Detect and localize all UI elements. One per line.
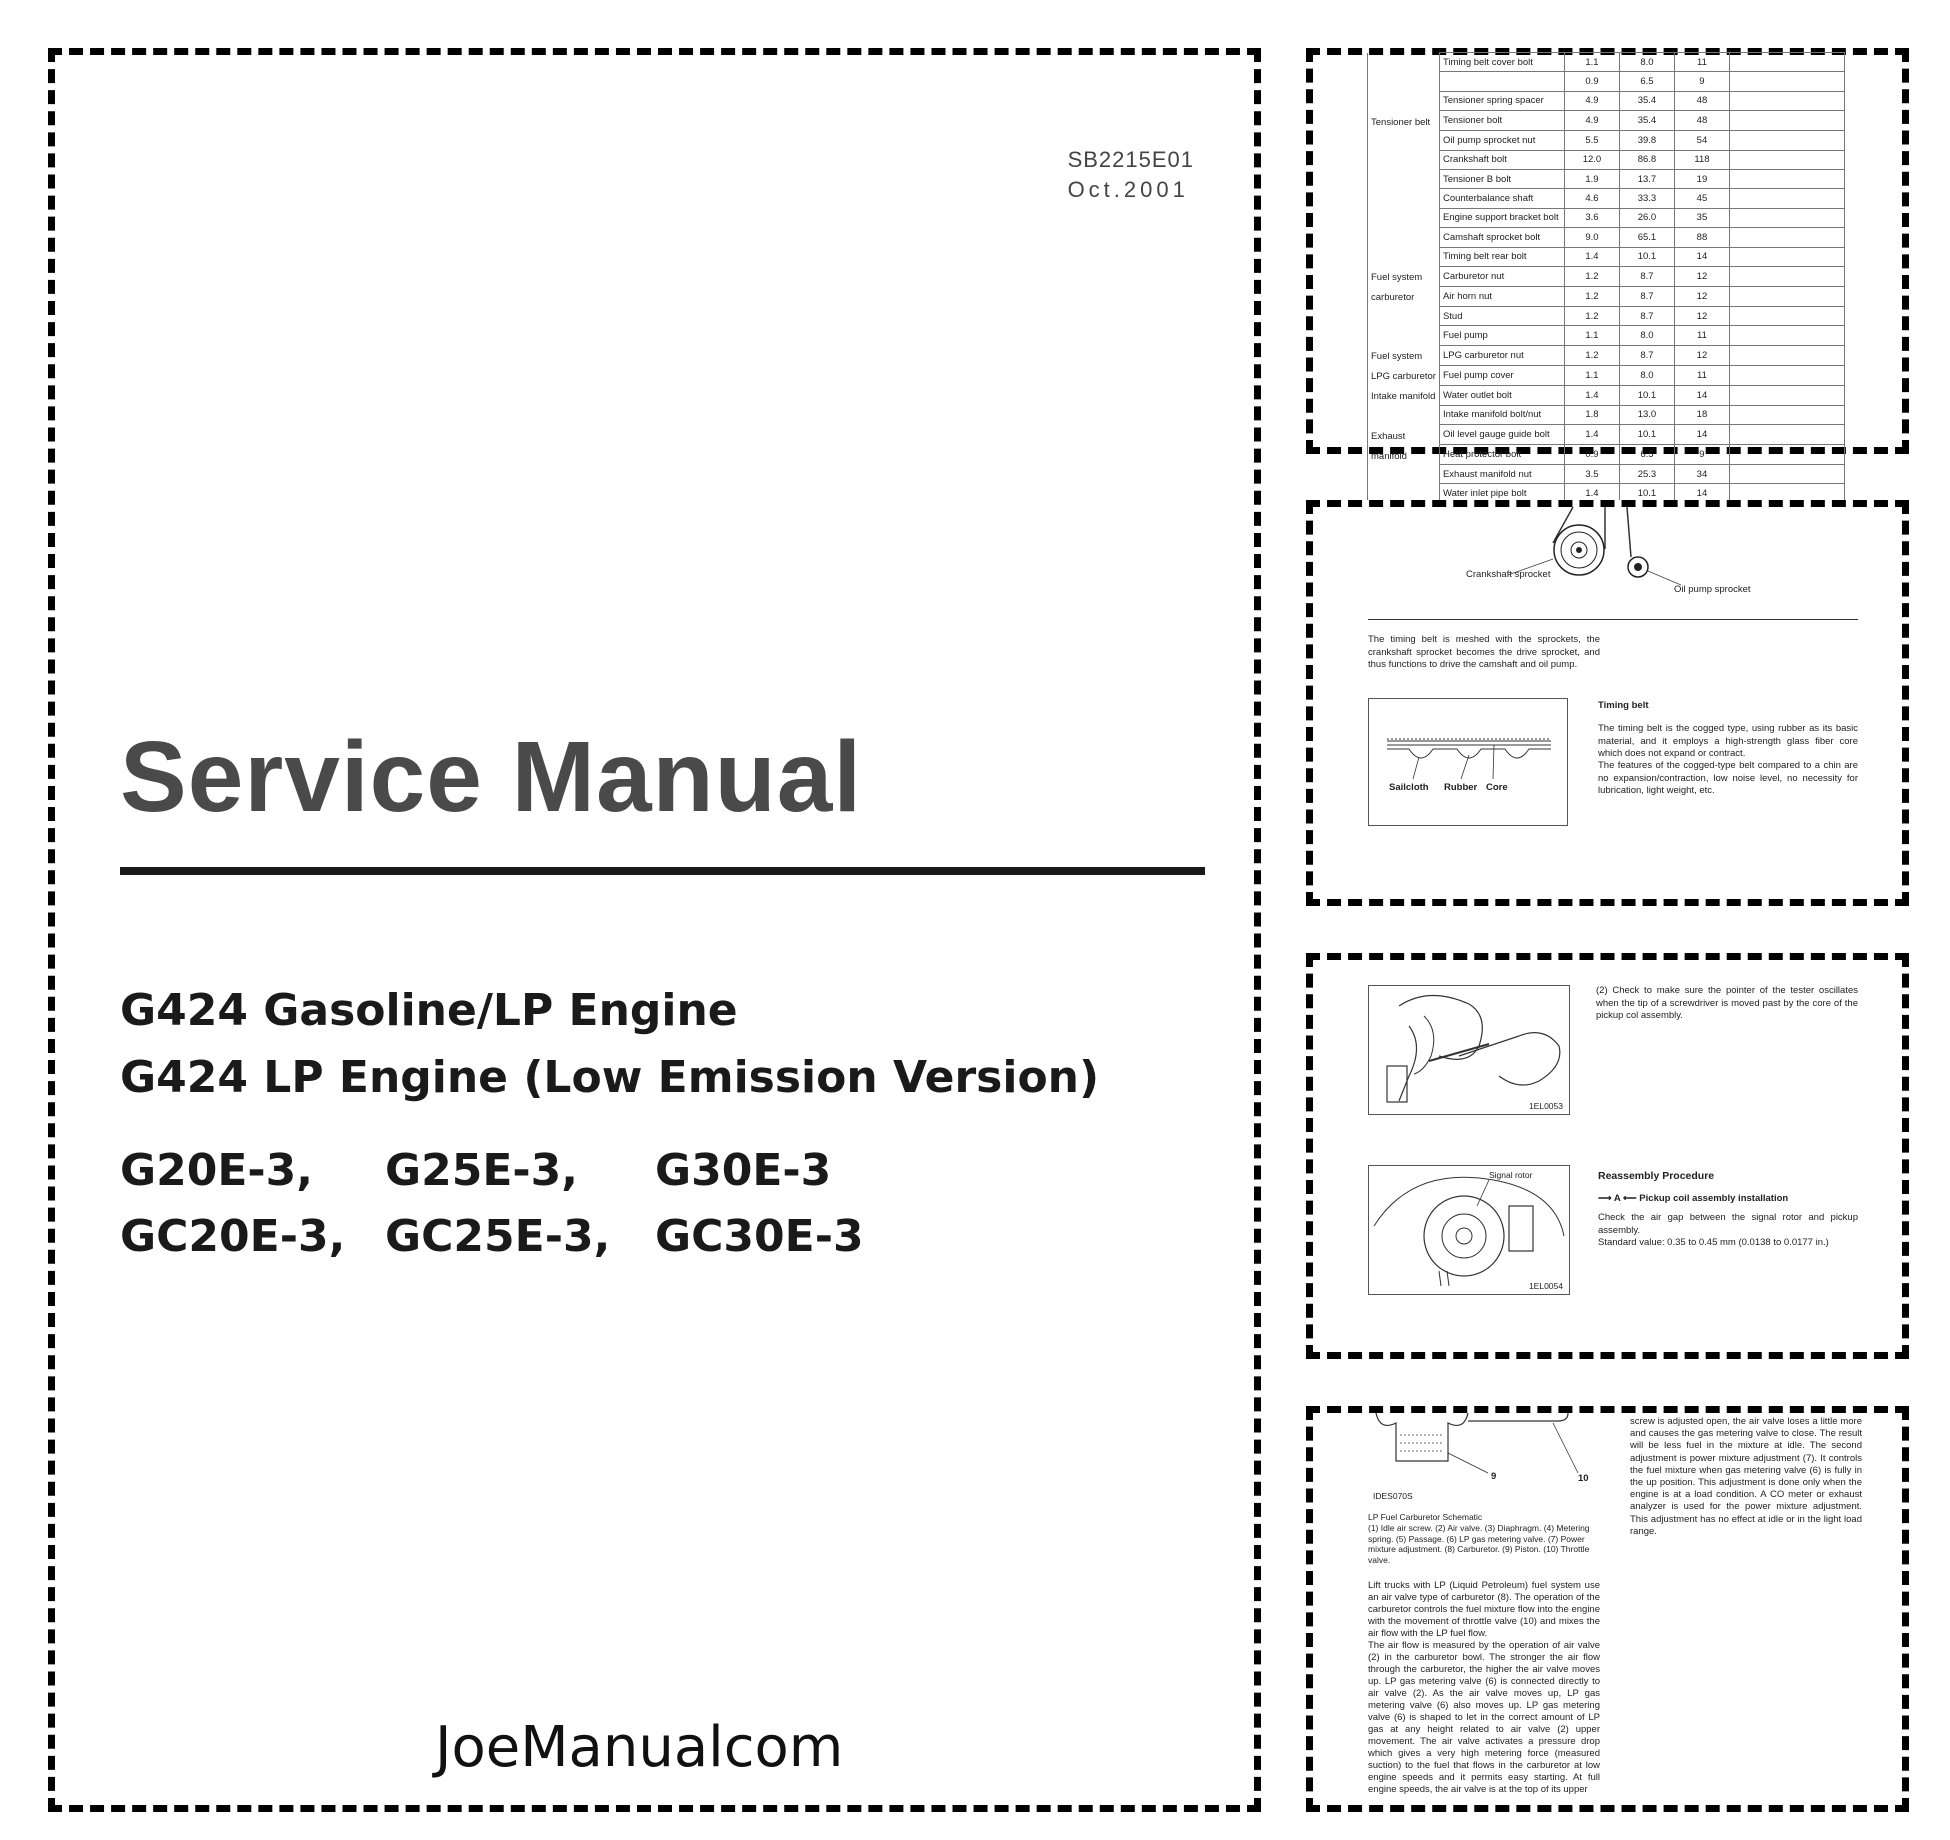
model-list [120, 1145, 864, 1277]
row-value-1: 9.0 [1564, 228, 1619, 247]
row-category [1368, 208, 1440, 227]
model-name: G30E-3 [655, 1145, 832, 1196]
row-item: Tensioner spring spacer [1439, 91, 1564, 110]
table-row [1368, 266, 1845, 286]
row-blank [1729, 131, 1844, 150]
figure-code: 1EL0054 [1528, 1280, 1563, 1291]
title-divider [120, 867, 1205, 875]
table-row [1368, 72, 1845, 91]
row-value-2: 8.7 [1619, 306, 1674, 325]
row-value-1: 1.4 [1564, 247, 1619, 266]
row-category: Exhaust [1368, 425, 1440, 445]
row-value-1: 1.1 [1564, 326, 1619, 345]
row-value-3: 12 [1674, 306, 1729, 325]
row-value-1: 5.5 [1564, 131, 1619, 150]
row-value-2: 10.1 [1619, 385, 1674, 405]
row-category [1368, 306, 1440, 325]
oil-pump-sprocket-label: Oil pump sprocket [1674, 584, 1751, 595]
row-value-3: 12 [1674, 266, 1729, 286]
row-blank [1729, 365, 1844, 385]
callout-9: 9 [1491, 1471, 1497, 1482]
row-value-3: 14 [1674, 385, 1729, 405]
row-value-3: 35 [1674, 208, 1729, 227]
row-value-1: 1.4 [1564, 385, 1619, 405]
table-row [1368, 465, 1845, 484]
row-blank [1729, 465, 1844, 484]
row-value-2: 86.8 [1619, 150, 1674, 169]
row-value-1: 1.4 [1564, 484, 1619, 503]
manual-title: Service Manual [120, 721, 863, 833]
crank-sprocket-label: Crankshaft sprocket [1466, 569, 1551, 580]
row-value-1: 12.0 [1564, 150, 1619, 169]
belt-cross-section [1369, 699, 1567, 825]
row-value-2: 8.7 [1619, 266, 1674, 286]
row-category [1368, 131, 1440, 150]
table-row [1368, 208, 1845, 227]
row-blank [1729, 266, 1844, 286]
row-value-1: 1.4 [1564, 425, 1619, 445]
row-value-3: 12 [1674, 345, 1729, 365]
row-item: Water outlet bolt [1439, 385, 1564, 405]
row-item: Tensioner bolt [1439, 111, 1564, 131]
row-value-2: 8.7 [1619, 286, 1674, 306]
row-category [1368, 326, 1440, 345]
document-code [1068, 145, 1194, 205]
row-value-3: 11 [1674, 365, 1729, 385]
table-row [1368, 91, 1845, 110]
row-value-3: 48 [1674, 91, 1729, 110]
cover-page [48, 48, 1261, 1812]
schematic-caption: (1) Idle air screw. (2) Air valve. (3) Diaphragm. (4) Metering spring. (5) Passage. (6) LP gas metering valve. (7) Power mixture adjustment. (8) Carburetor. (9) Piston. (10) Throttle valve. [1368, 1523, 1590, 1565]
model-name: G20E-3, [120, 1145, 313, 1196]
reassembly-heading: Reassembly Procedure [1598, 1170, 1715, 1182]
tester-illustration [1369, 986, 1569, 1114]
watermark: JoeManualcom [435, 1715, 844, 1780]
row-blank [1729, 385, 1844, 405]
rotor-figure [1368, 1165, 1570, 1295]
row-category [1368, 405, 1440, 424]
row-item: Timing belt cover bolt [1439, 53, 1564, 72]
row-category [1368, 72, 1440, 91]
torque-table-preview [1306, 48, 1909, 500]
row-value-2: 65.1 [1619, 228, 1674, 247]
row-value-1: 1.1 [1564, 365, 1619, 385]
table-row [1368, 189, 1845, 208]
model-name: GC25E-3, [385, 1211, 611, 1262]
row-value-1: 1.2 [1564, 286, 1619, 306]
row-blank [1729, 189, 1844, 208]
row-category [1368, 150, 1440, 169]
table-row [1368, 131, 1845, 150]
table-row [1368, 111, 1845, 131]
row-value-1: 4.6 [1564, 189, 1619, 208]
row-value-2: 8.0 [1619, 365, 1674, 385]
timing-belt-desc-2: The features of the cogged-type belt compared to a chin are no expansion/contraction, low noise level, no necessity for lubrication, light weight, etc. [1598, 760, 1858, 796]
row-category: LPG carburetor [1368, 365, 1440, 385]
row-value-3: 9 [1674, 72, 1729, 91]
carburetor-schematic [1368, 1413, 1603, 1493]
signal-rotor-label: Signal rotor [1489, 1170, 1533, 1180]
row-value-2: 25.3 [1619, 465, 1674, 484]
row-blank [1729, 345, 1844, 365]
row-blank [1729, 53, 1844, 72]
row-value-1: 3.5 [1564, 465, 1619, 484]
row-value-2: 6.5 [1619, 72, 1674, 91]
row-value-3: 9 [1674, 445, 1729, 465]
table-row [1368, 385, 1845, 405]
row-item: Air horn nut [1439, 286, 1564, 306]
torque-table [1367, 52, 1845, 504]
row-blank [1729, 72, 1844, 91]
row-value-3: 88 [1674, 228, 1729, 247]
row-item: Oil pump sprocket nut [1439, 131, 1564, 150]
row-item: Exhaust manifold nut [1439, 465, 1564, 484]
row-category [1368, 228, 1440, 247]
engine-line-2: G424 LP Engine (Low Emission Version) [120, 1052, 1100, 1103]
row-value-2: 26.0 [1619, 208, 1674, 227]
table-row [1368, 445, 1845, 465]
table-row [1368, 425, 1845, 445]
table-row [1368, 228, 1845, 247]
row-blank [1729, 247, 1844, 266]
row-item: Timing belt rear bolt [1439, 247, 1564, 266]
figure-code: 1EL0053 [1528, 1100, 1563, 1111]
schematic-caption-title: LP Fuel Carburetor Schematic [1368, 1512, 1483, 1522]
timing-belt-preview [1306, 500, 1909, 906]
row-category [1368, 91, 1440, 110]
row-value-3: 45 [1674, 189, 1729, 208]
row-item [1439, 72, 1564, 91]
table-row [1368, 286, 1845, 306]
row-blank [1729, 208, 1844, 227]
row-value-1: 1.8 [1564, 405, 1619, 424]
model-name: G25E-3, [385, 1145, 578, 1196]
row-value-1: 0.9 [1564, 72, 1619, 91]
row-value-1: 1.2 [1564, 266, 1619, 286]
tester-figure [1368, 985, 1570, 1115]
row-category: Fuel system [1368, 266, 1440, 286]
row-blank [1729, 228, 1844, 247]
row-category [1368, 169, 1440, 188]
row-value-2: 8.0 [1619, 53, 1674, 72]
model-row [120, 1145, 864, 1211]
row-item: Crankshaft bolt [1439, 150, 1564, 169]
doc-date: Oct.2001 [1067, 177, 1189, 202]
row-value-3: 19 [1674, 169, 1729, 188]
row-item: Carburetor nut [1439, 266, 1564, 286]
row-value-1: 3.6 [1564, 208, 1619, 227]
row-value-3: 118 [1674, 150, 1729, 169]
row-blank [1729, 306, 1844, 325]
row-value-2: 10.1 [1619, 484, 1674, 503]
table-row [1368, 150, 1845, 169]
row-value-1: 1.9 [1564, 169, 1619, 188]
row-value-3: 18 [1674, 405, 1729, 424]
row-category: manifold [1368, 445, 1440, 465]
row-value-2: 13.0 [1619, 405, 1674, 424]
row-blank [1729, 445, 1844, 465]
row-category [1368, 465, 1440, 484]
check-step-2: (2) Check to make sure the pointer of the tester oscillates when the tip of a screwdriver is moved past by the core of the pickup col assembly. [1596, 985, 1858, 1021]
belt-label-core: Core [1486, 782, 1508, 793]
row-blank [1729, 111, 1844, 131]
row-value-2: 6.5 [1619, 445, 1674, 465]
model-name: GC30E-3 [655, 1211, 864, 1262]
row-value-3: 11 [1674, 53, 1729, 72]
table-row [1368, 326, 1845, 345]
pickup-install-subheading: ⟶ A ⟵ Pickup coil assembly installation [1598, 1193, 1789, 1204]
row-value-2: 8.7 [1619, 345, 1674, 365]
doc-code: SB2215E01 [1067, 147, 1194, 172]
row-value-2: 13.7 [1619, 169, 1674, 188]
row-category: Fuel system [1368, 345, 1440, 365]
row-value-2: 10.1 [1619, 247, 1674, 266]
row-value-2: 39.8 [1619, 131, 1674, 150]
row-item: Water inlet pipe bolt [1439, 484, 1564, 503]
rotor-illustration [1369, 1166, 1569, 1294]
row-category: carburetor [1368, 286, 1440, 306]
lp-paragraph-right: screw is adjusted open, the air valve loses a little more and causes the gas metering valve to close. The result will be less fuel in the mixture at idle. The second adjustment is power mixture adjustment (7). It controls the fuel mixture when gas metering valve (6) is fully in the up position. This adjustment is done only when the engine is at a load condition. A CO meter or exhaust analyzer is used for the power mixture adjustment. This adjustment has no effect at idle or in the light load range. [1630, 1416, 1862, 1537]
row-value-2: 35.4 [1619, 111, 1674, 131]
row-value-1: 1.2 [1564, 345, 1619, 365]
row-value-1: 1.2 [1564, 306, 1619, 325]
row-blank [1729, 286, 1844, 306]
model-row [120, 1211, 864, 1277]
row-blank [1729, 169, 1844, 188]
table-row [1368, 169, 1845, 188]
row-item: Camshaft sprocket bolt [1439, 228, 1564, 247]
table-row [1368, 306, 1845, 325]
row-item: Stud [1439, 306, 1564, 325]
table-row [1368, 365, 1845, 385]
row-category [1368, 53, 1440, 72]
row-value-3: 12 [1674, 286, 1729, 306]
row-blank [1729, 425, 1844, 445]
engine-line-1: G424 Gasoline/LP Engine [120, 985, 738, 1036]
row-value-2: 8.0 [1619, 326, 1674, 345]
row-value-1: 4.9 [1564, 111, 1619, 131]
figure-code: IDES070S [1373, 1491, 1413, 1501]
row-value-1: 1.1 [1564, 53, 1619, 72]
standard-value-text: Standard value: 0.35 to 0.45 mm (0.0138 to 0.0177 in.) [1598, 1237, 1829, 1248]
row-item: Fuel pump cover [1439, 365, 1564, 385]
table-row [1368, 53, 1845, 72]
row-value-1: 0.9 [1564, 445, 1619, 465]
row-category: Intake manifold [1368, 385, 1440, 405]
row-blank [1729, 326, 1844, 345]
row-item: Engine support bracket bolt [1439, 208, 1564, 227]
timing-belt-desc-1: The timing belt is the cogged type, using rubber as its basic material, and it employs a high-strength glass fiber core which does not expand or contract. [1598, 723, 1858, 759]
row-item: LPG carburetor nut [1439, 345, 1564, 365]
table-row [1368, 345, 1845, 365]
row-value-3: 14 [1674, 247, 1729, 266]
timing-belt-heading: Timing belt [1598, 700, 1649, 711]
row-item: Heat protector bolt [1439, 445, 1564, 465]
row-category [1368, 247, 1440, 266]
pickup-coil-preview [1306, 953, 1909, 1359]
row-value-3: 14 [1674, 425, 1729, 445]
row-value-1: 4.9 [1564, 91, 1619, 110]
lp-paragraph-1: Lift trucks with LP (Liquid Petroleum) fuel system use an air valve type of carburetor (8). The operation of the carburetor controls the fuel mixture flow into the engine with the movement of throttle valve (10) and mixes the air flow with the LP fuel flow. [1368, 1580, 1600, 1639]
belt-figure [1368, 698, 1568, 826]
row-blank [1729, 150, 1844, 169]
belt-label-sailcloth: Sailcloth [1389, 782, 1429, 793]
model-name: GC20E-3, [120, 1211, 346, 1262]
row-value-2: 35.4 [1619, 91, 1674, 110]
row-value-2: 10.1 [1619, 425, 1674, 445]
row-item: Counterbalance shaft [1439, 189, 1564, 208]
air-gap-check-text: Check the air gap between the signal rotor and pickup assembly. [1598, 1212, 1858, 1236]
row-category [1368, 189, 1440, 208]
row-value-3: 54 [1674, 131, 1729, 150]
section-rule [1368, 619, 1858, 620]
row-value-3: 11 [1674, 326, 1729, 345]
row-value-3: 48 [1674, 111, 1729, 131]
row-item: Tensioner B bolt [1439, 169, 1564, 188]
row-item: Fuel pump [1439, 326, 1564, 345]
row-value-2: 33.3 [1619, 189, 1674, 208]
lp-carburetor-preview [1306, 1406, 1909, 1812]
lp-paragraph-2: The air flow is measured by the operation of air valve (2) in the carburetor bowl. The stronger the air flow through the carburetor, the higher the air valve moves up. LP gas metering valve (6) is connected directly to air valve (2). As the air valve moves up, LP gas metering valve (6) also moves up. LP gas metering valve (6) is shaped to let in the correct amount of LP gas at any height related to air valve (2) upper movement. The air valve activates a pressure drop which gives a very high metering force (measured suction) to the fuel that flows in the carburetor at low engine speeds and it permits easy starting. At full engine speeds, the air valve is at the top of its upper [1368, 1640, 1600, 1795]
row-category: Tensioner belt [1368, 111, 1440, 131]
row-item: Intake manifold bolt/nut [1439, 405, 1564, 424]
timing-intro-text: The timing belt is meshed with the sprockets, the crankshaft sprocket becomes the drive sprocket, and thus functions to drive the camshaft and oil pump. [1368, 634, 1600, 670]
table-row [1368, 405, 1845, 424]
sprocket-diagram [1313, 507, 1903, 617]
row-blank [1729, 405, 1844, 424]
table-row [1368, 247, 1845, 266]
callout-10: 10 [1578, 1473, 1589, 1484]
row-value-3: 14 [1674, 484, 1729, 503]
belt-label-rubber: Rubber [1444, 782, 1478, 793]
row-item: Oil level gauge guide bolt [1439, 425, 1564, 445]
row-value-3: 34 [1674, 465, 1729, 484]
row-blank [1729, 91, 1844, 110]
